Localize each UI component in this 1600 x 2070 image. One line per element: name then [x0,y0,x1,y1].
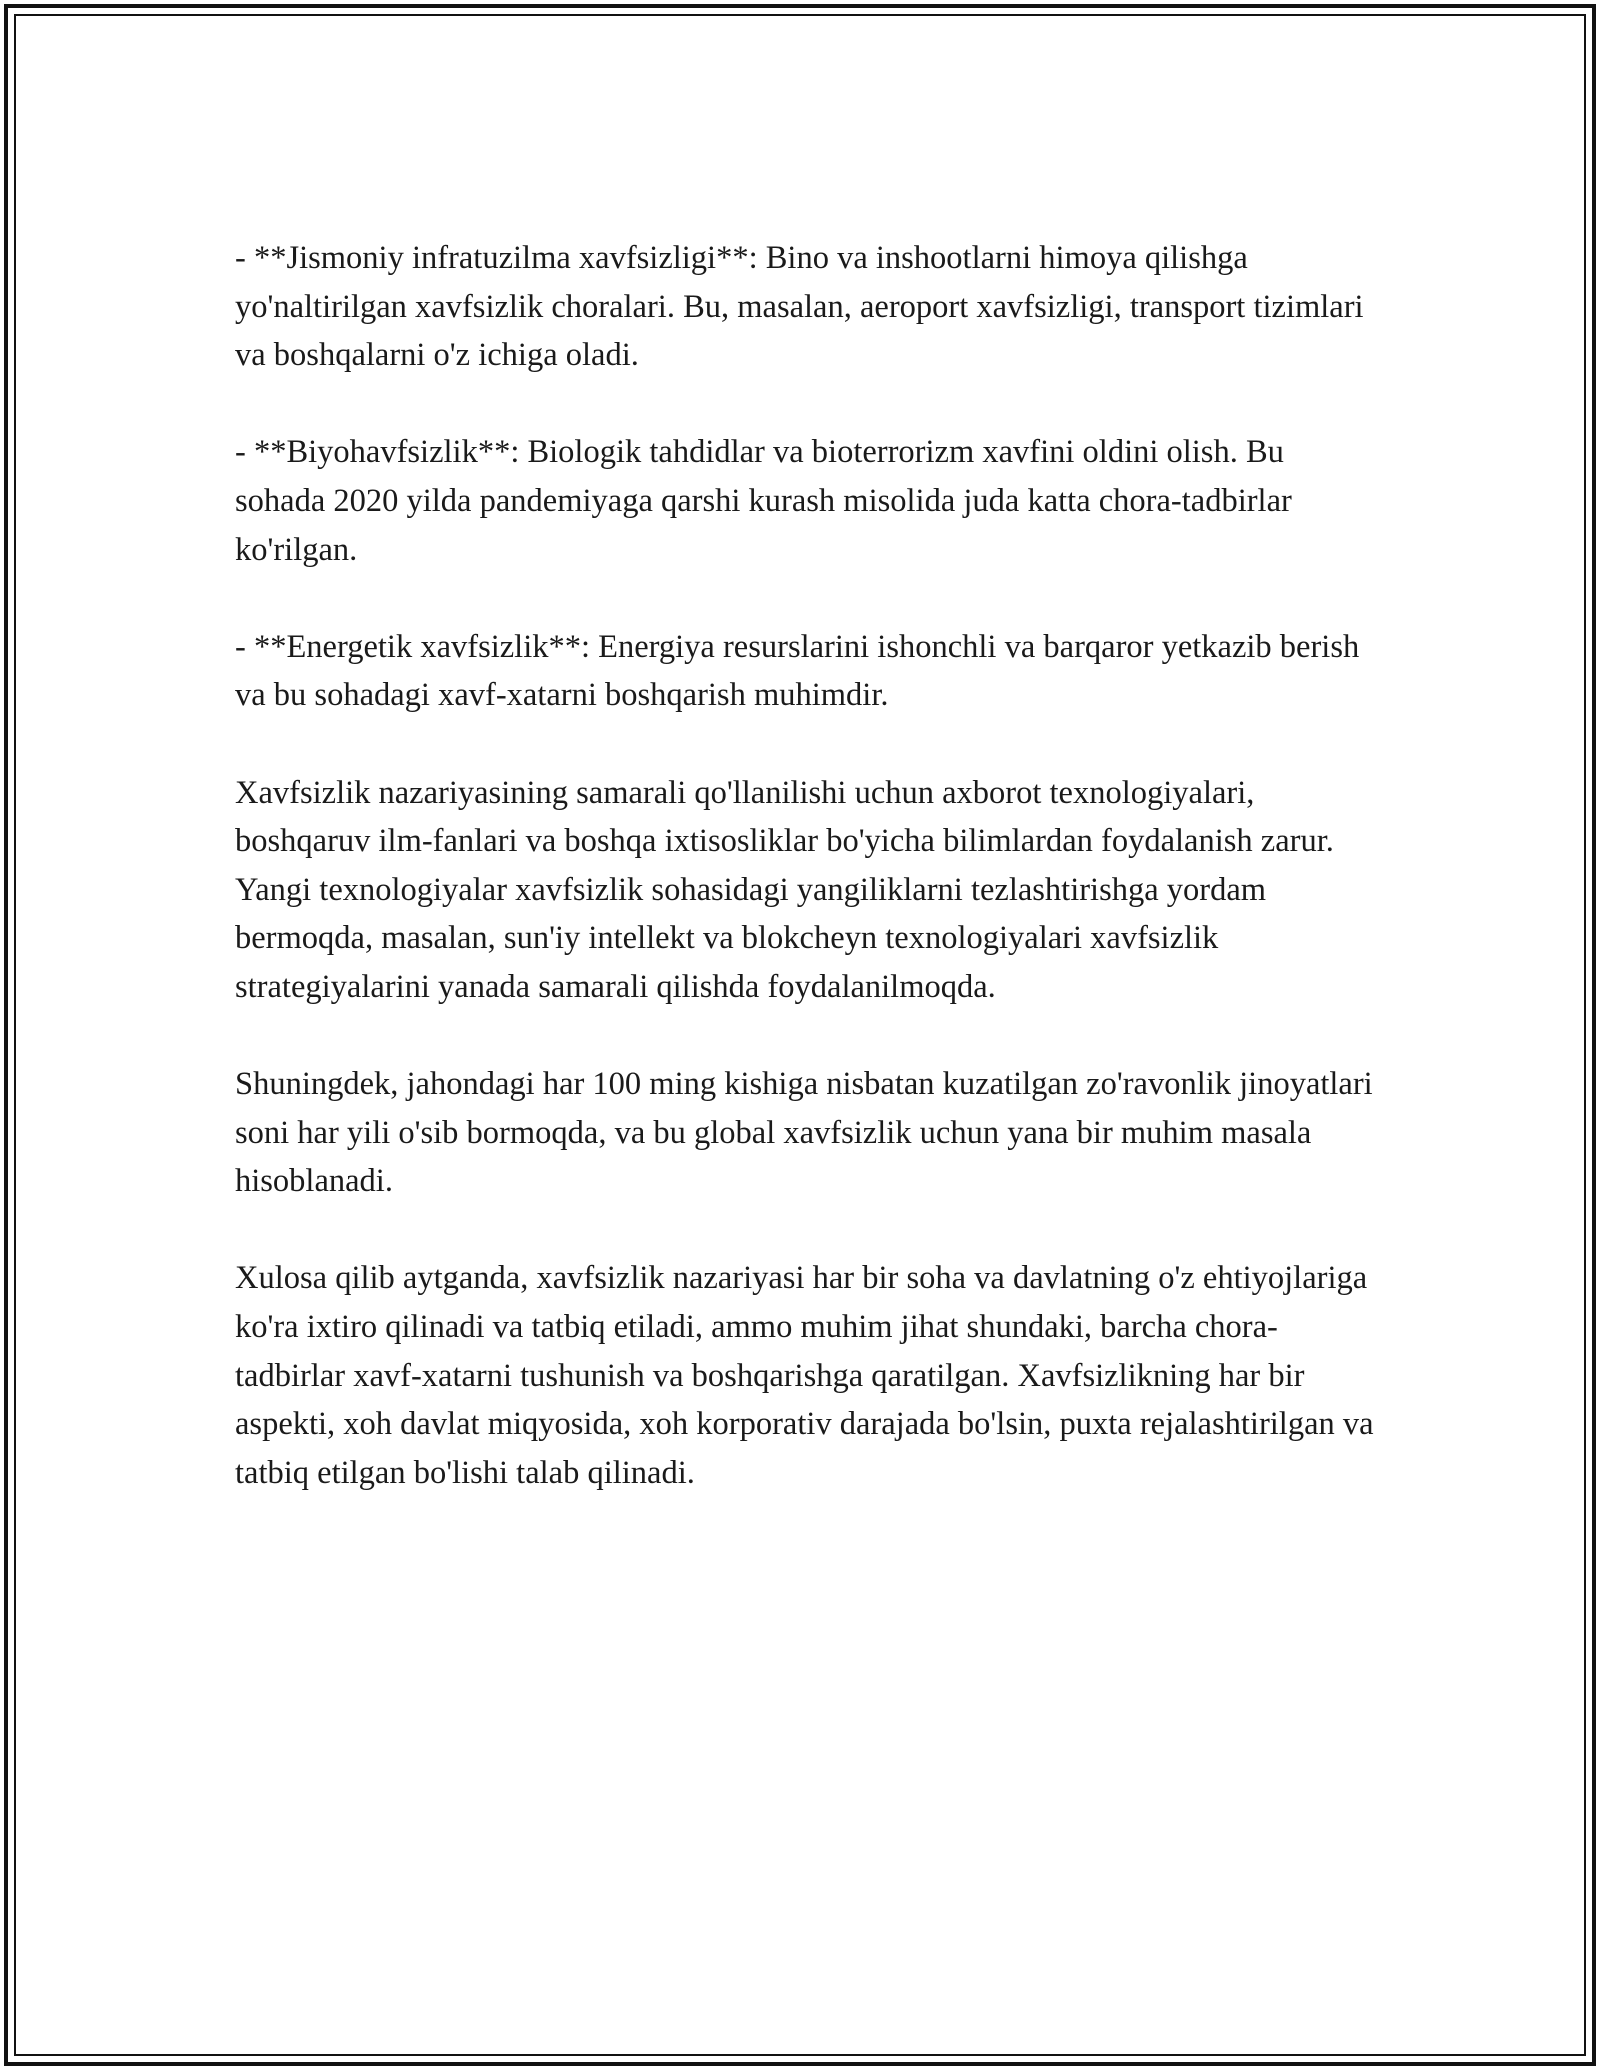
paragraph-energy-security: - **Energetik xavfsizlik**: Energiya resurslarini ishonchli va barqaror yetkazib berish va bu sohadagi xavf-xatarni boshqarish muhimdir. [235,628,1360,714]
document-body [235,234,1380,1497]
paragraph-conclusion: Xulosa qilib aytganda, xavfsizlik nazariyasi har bir soha va davlatning o'z ehtiyojlariga ko'ra ixtiro qilinadi va tatbiq etiladi, ammo muhim jihat shundaki, barcha chora-tadbirlar xavf-xatarni tushunish va boshqarishga qaratilgan. Xavfsizlikning har bir aspekti, xoh davlat miqyosida, xoh korporativ darajada bo'lsin, puxta rejalashtirilgan va tatbiq etilgan bo'lishi talab qilinadi. [235,1260,1374,1491]
paragraph-technology-application: Xavfsizlik nazariyasining samarali qo'llanilishi uchun axborot texnologiyalari, boshqaruv ilm-fanlari va boshqa ixtisosliklar bo'yicha bilimlardan foydalanish zarur. Yangi texnologiyalar xavfsizlik sohasidagi yangiliklarni tezlashtirishga yordam bermoqda, masalan, sun'iy intellekt va blokcheyn texnologiyalari xavfsizlik strategiyalarini yanada samarali qilishda foydalanilmoqda. [235,774,1334,1005]
paragraph-violent-crime-statistics: Shuningdek, jahondagi har 100 ming kishiga nisbatan kuzatilgan zo'ravonlik jinoyatlari soni har yili o'sib bormoqda, va bu global xavfsizlik uchun yana bir muhim masala hisoblanadi. [235,1066,1373,1200]
paragraph-biosecurity: - **Biyohavfsizlik**: Biologik tahdidlar va bioterrorizm xavfini oldini olish. Bu sohada 2020 yilda pandemiyaga qarshi kurash misolida juda katta chora-tadbirlar ko'rilgan. [235,434,1292,568]
paragraph-physical-infrastructure-security: - **Jismoniy infratuzilma xavfsizligi**: Bino va inshootlarni himoya qilishga yo'naltirilgan xavfsizlik choralari. Bu, masalan, aeroport xavfsizligi, transport tizimlari va boshqalarni o'z ichiga oladi. [235,240,1364,374]
